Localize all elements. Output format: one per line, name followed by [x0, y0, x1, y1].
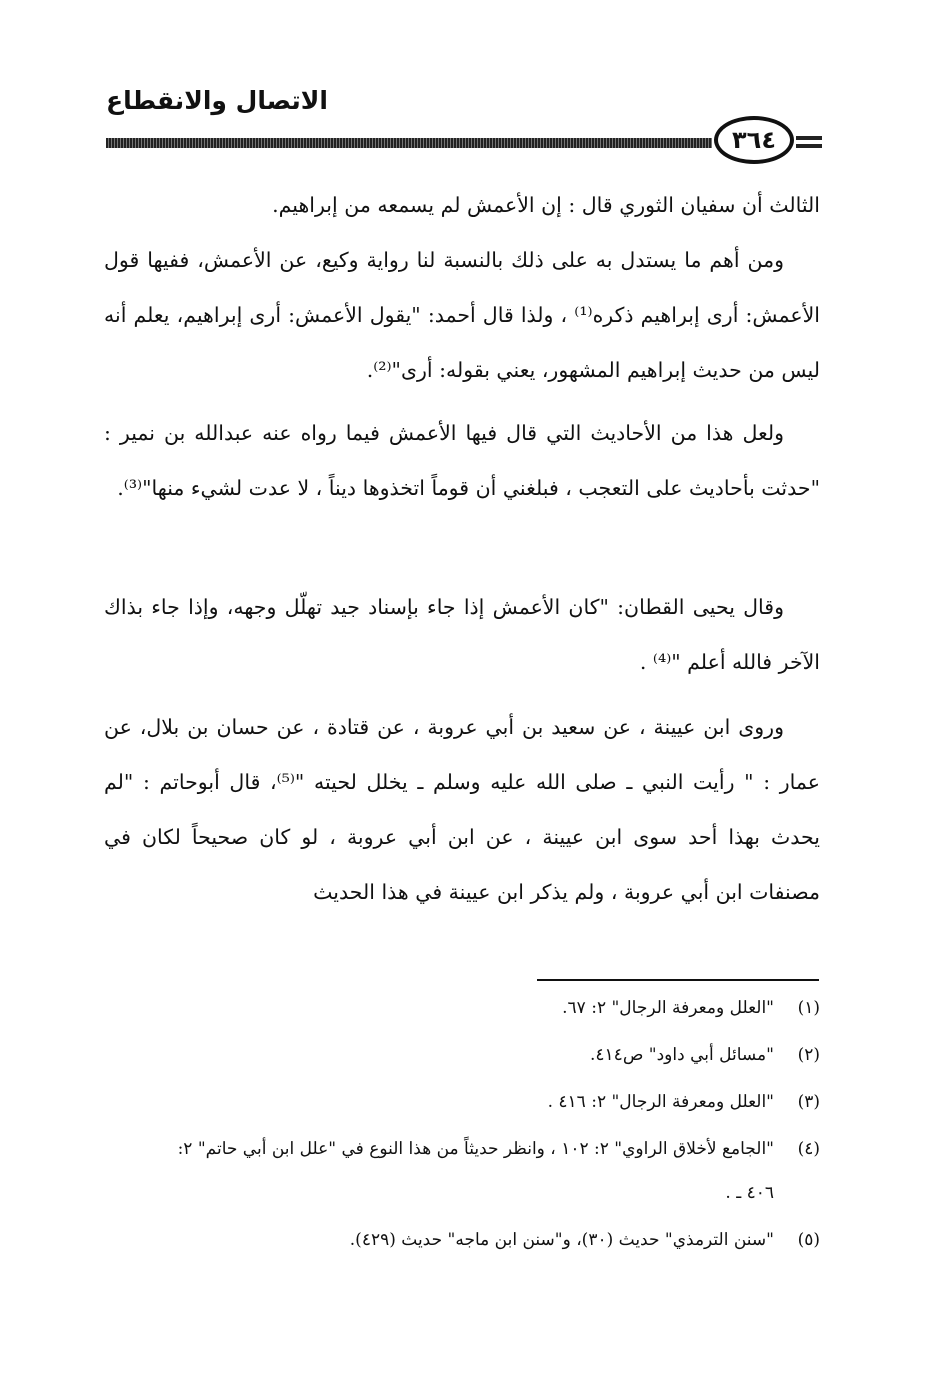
paragraph-2: ومن أهم ما يستدل به على ذلك بالنسبة لنا رواية وكيع، عن الأعمش، ففيها قول الأعمش: أرى إبراهيم ذكره⁽¹⁾ ، ولذا قال أحمد: "يقول الأعمش: أرى إبراهيم، يعلم أنه ليس من حديث إبراهيم المشهور، يعني بقوله: أرى"⁽²⁾.: [104, 248, 821, 382]
page-number: ٣٦٤: [714, 116, 794, 164]
footnote-continuation: ٤٠٦ ـ .: [725, 1183, 774, 1203]
footnote-text: "مسائل أبي داود" ص٤١٤.: [590, 1045, 774, 1065]
paragraph-3: ولعل هذا من الأحاديث التي قال فيها الأعمش فيما رواه عنه عبدالله بن نمير : "حدثت بأحاديث على التعجب ، فبلغني أن قوماً اتخذوها ديناً ، لا عدت لشيء منها"⁽³⁾.: [104, 421, 820, 500]
header-rule-right-top: [796, 136, 822, 140]
footnotes: [104, 996, 820, 1275]
footnote-text: "العلل ومعرفة الرجال" ٢: ٤١٦ .: [547, 1092, 774, 1112]
footnote-5: [104, 1228, 820, 1252]
footnote-number: (٤): [797, 1139, 820, 1159]
paragraph-5: وروى ابن عيينة ، عن سعيد بن أبي عروبة ، عن قتادة ، عن حسان بن بلال، عن عمار : " رأيت النبي ـ صلى الله عليه وسلم ـ يخلل لحيته "⁽⁵⁾، قال أبوحاتم : "لم يحدث بهذا أحد سوى ابن عيينة ، عن ابن أبي عروبة ، لو كان صحيحاً لكان في مصنفات ابن أبي عروبة ، ولم يذكر ابن عيينة في هذا الحديث: [104, 715, 820, 904]
footnote-number: (٣): [797, 1092, 820, 1112]
paragraph-1: الثالث أن سفيان الثوري قال : إن الأعمش لم يسمعه من إبراهيم.: [272, 193, 820, 217]
footnote-4: [104, 1137, 820, 1205]
header-title: الاتصال والانقطاع: [106, 86, 328, 115]
footnote-separator: [537, 979, 819, 981]
header-rule: [106, 138, 712, 148]
footnote-text-wrap: [104, 1137, 774, 1205]
footnote-number: (٢): [797, 1045, 820, 1065]
footnote-number: (٥): [797, 1230, 820, 1250]
footnote-text: "الجامع لأخلاق الراوي" ٢: ١٠٢ ، وانظر حديثاً من هذا النوع في "علل ابن أبي حاتم" ٢:: [177, 1139, 774, 1159]
footnote-text: "سنن الترمذي" حديث (٣٠)، و"سنن ابن ماجه" حديث (٤٢٩).: [349, 1230, 774, 1250]
footnote-3: [104, 1090, 820, 1114]
footnote-number: (١): [797, 998, 820, 1018]
paragraph-4: وقال يحيى القطان: "كان الأعمش إذا جاء بإسناد جيد تهلّل وجهه، وإذا جاء بذاك الآخر فالله أعلم "⁽⁴⁾ .: [104, 595, 820, 674]
footnote-text: "العلل ومعرفة الرجال" ٢: ٦٧.: [562, 998, 774, 1018]
header-rule-right-bottom: [796, 144, 822, 148]
footnote-2: [104, 1043, 820, 1067]
footnote-1: [104, 996, 820, 1020]
